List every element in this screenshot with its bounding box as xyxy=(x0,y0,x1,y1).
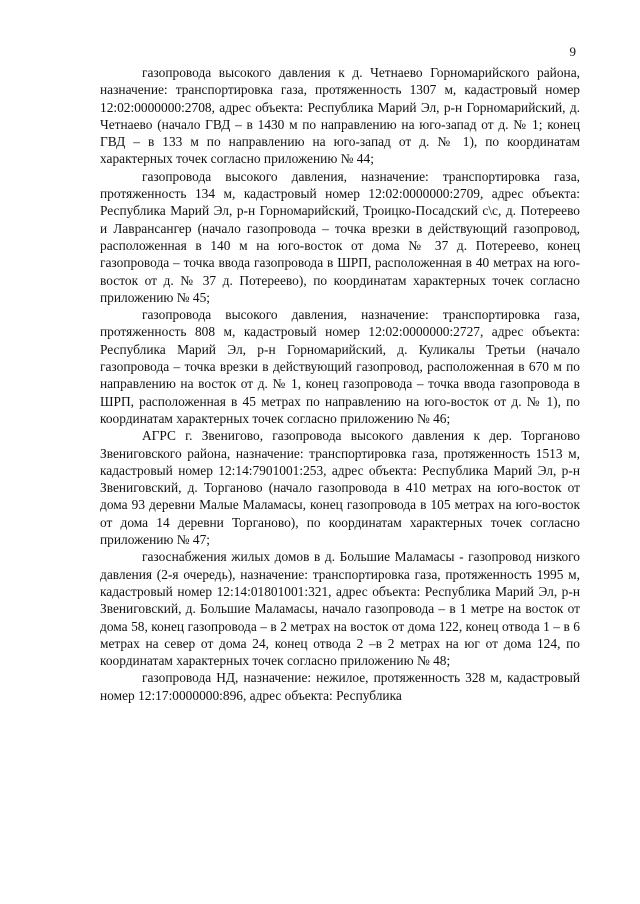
paragraph-4: АГРС г. Звенигово, газопровода высокого давления к дер. Торганово Звениговского района, назначение: транспортировка газа, протяженность 1513 м, кадастровый номер 12:14:7901001:253, адрес объекта: Республика Марий Эл, р-н Звениговский, д. Торганово (начало газопровода в 410 метрах на юго-восток от дома 93 деревни Малые Маламасы, конец газопровода в 105 метрах на юго-восток от дома 14 деревни Торганово), по координатам характерных точек согласно приложению № 47; xyxy=(100,428,580,548)
body-text xyxy=(100,64,580,704)
paragraph-6: газопровода НД, назначение: нежилое, протяженность 328 м, кадастровый номер 12:17:0000000:896, адрес объекта: Республика xyxy=(100,670,580,703)
paragraph-3: газопровода высокого давления, назначение: транспортировка газа, протяженность 808 м, кадастровый номер 12:02:0000000:2727, адрес объекта: Республика Марий Эл, р-н Горномарийский, д. Куликалы Третьи (начало газопровода – точка врезки в действующий газопровод, расположенная в 670 м по направлению на восток от д. № 1, конец газопровода – точка ввода газопровода в ШРП, расположенная в 45 метрах по направлению на юго-восток от д. № 1), по координатам характерных точек согласно приложению № 46; xyxy=(100,307,580,426)
paragraph-2: газопровода высокого давления, назначение: транспортировка газа, протяженность 134 м, кадастровый номер 12:02:0000000:2709, адрес объекта: Республика Марий Эл, р-н Горномарийский, Троицко-Посадский с\с, д. Потереево и Лаврансангер (начало газопровода – точка врезки в действующий газопровод, расположенная в 140 м на юго-восток от дома № 37 д. Потереево, конец газопровода – точка ввода газопровода в ШРП, расположенная в 40 метрах на юго-восток от д. № 37 д. Потереево), по координатам характерных точек согласно приложению № 45; xyxy=(100,168,580,305)
paragraph-1: газопровода высокого давления к д. Четнаево Горномарийского района, назначение: транспортировка газа, протяженность 1307 м, кадастровый номер 12:02:0000000:2708, адрес объекта: Республика Марий Эл, р-н Горномарийский, д. Четнаево (начало ГВД – в 1430 м по направлению на юго-запад от д. № 1; конец ГВД – в 133 м по направлению на юго-запад от д. № 1), по координатам характерных точек согласно приложению № 44; xyxy=(100,65,580,167)
page-number: 9 xyxy=(569,44,576,59)
paragraph-5: газоснабжения жилых домов в д. Большие Маламасы - газопровод низкого давления (2-я очередь), назначение: транспортировка газа, протяженность 1995 м, кадастровый номер 12:14:01801001:321, адрес объекта: Республика Марий Эл, р-н Звениговский, д. Большие Маламасы, начало газопровода – в 1 метре на восток от дома 58, конец газопровода – в 2 метрах на восток от дома 122, конец отвода 1 – в 6 метрах на север от дома 24, конец отвода 2 –в 2 метрах на юг от дома 124, по координатам характерных точек согласно приложению № 48; xyxy=(100,549,580,669)
